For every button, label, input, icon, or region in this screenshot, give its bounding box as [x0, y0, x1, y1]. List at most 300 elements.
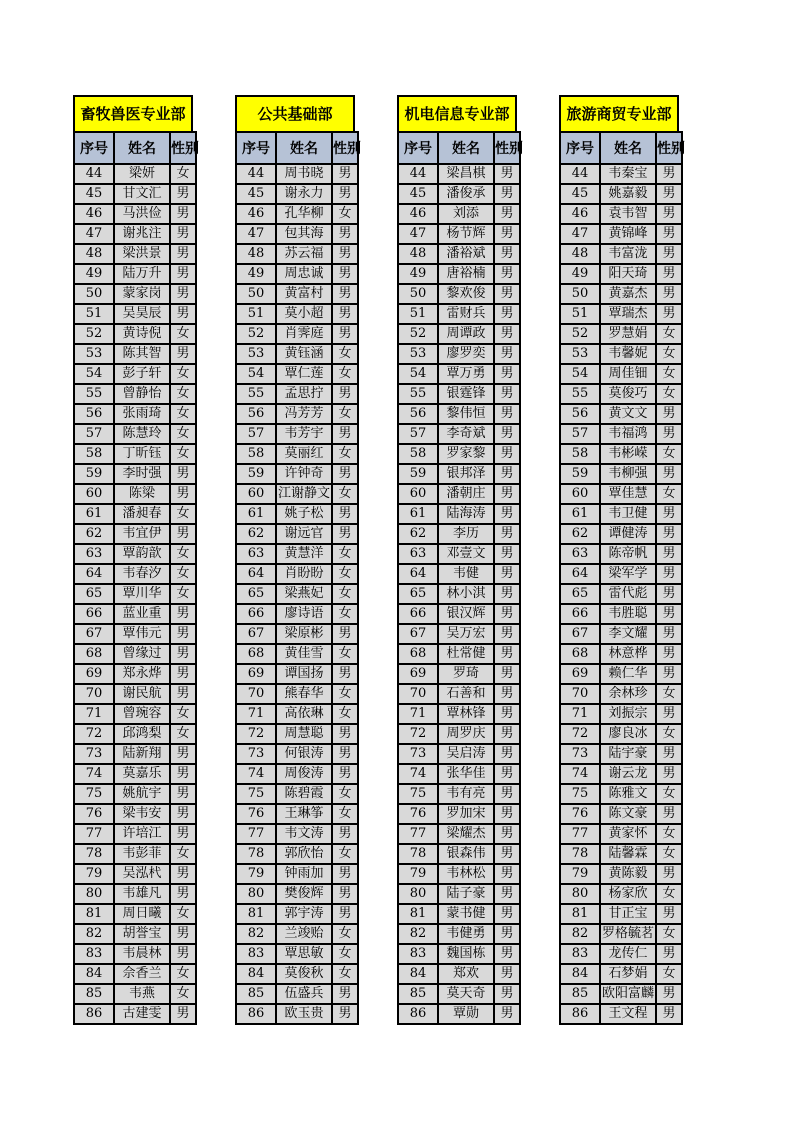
cell-name: 兰竣贻 [276, 924, 332, 944]
department-table [73, 95, 199, 1025]
table-row [236, 864, 358, 884]
cell-name: 韦富泷 [600, 244, 656, 264]
cell-number: 85 [74, 984, 114, 1004]
cell-number: 84 [74, 964, 114, 984]
cell-number: 53 [236, 344, 276, 364]
cell-gender: 男 [332, 744, 358, 764]
cell-number: 86 [398, 1004, 438, 1024]
table-row [236, 1004, 358, 1024]
cell-gender: 男 [332, 824, 358, 844]
cell-number: 46 [398, 204, 438, 224]
cell-number: 73 [398, 744, 438, 764]
cell-number: 48 [74, 244, 114, 264]
cell-name: 覃思敏 [276, 944, 332, 964]
cell-name: 郑欢 [438, 964, 494, 984]
cell-gender: 女 [656, 884, 682, 904]
cell-number: 51 [560, 304, 600, 324]
table-row [398, 904, 520, 924]
cell-name: 石梦娟 [600, 964, 656, 984]
cell-name: 王文程 [600, 1004, 656, 1024]
cell-number: 70 [560, 684, 600, 704]
cell-gender: 男 [494, 864, 520, 884]
table-row [398, 664, 520, 684]
cell-gender: 男 [656, 544, 682, 564]
cell-name: 韦福鸿 [600, 424, 656, 444]
cell-number: 70 [236, 684, 276, 704]
cell-name: 刘添 [438, 204, 494, 224]
cell-gender: 男 [494, 924, 520, 944]
cell-gender: 男 [656, 284, 682, 304]
table-row [398, 544, 520, 564]
cell-name: 姚子松 [276, 504, 332, 524]
cell-gender: 男 [494, 784, 520, 804]
table-row [236, 264, 358, 284]
cell-name: 孟思拧 [276, 384, 332, 404]
table-row [560, 304, 682, 324]
cell-name: 黄锦峰 [600, 224, 656, 244]
cell-name: 曾琬容 [114, 704, 170, 724]
cell-number: 55 [560, 384, 600, 404]
roster-body [74, 164, 196, 1024]
cell-gender: 男 [332, 464, 358, 484]
table-row [560, 184, 682, 204]
cell-gender: 男 [656, 244, 682, 264]
cell-gender: 男 [656, 304, 682, 324]
table-row [560, 404, 682, 424]
cell-number: 51 [74, 304, 114, 324]
cell-name: 欧玉贵 [276, 1004, 332, 1024]
table-row [74, 904, 196, 924]
cell-gender: 女 [656, 844, 682, 864]
cell-gender: 女 [656, 964, 682, 984]
cell-gender: 女 [332, 804, 358, 824]
column-header-name: 姓名 [114, 132, 170, 164]
cell-number: 73 [74, 744, 114, 764]
cell-name: 周佳钿 [600, 364, 656, 384]
cell-gender: 男 [170, 924, 196, 944]
cell-gender: 男 [494, 364, 520, 384]
cell-number: 81 [398, 904, 438, 924]
cell-gender: 男 [332, 524, 358, 544]
cell-gender: 男 [656, 764, 682, 784]
cell-name: 苏云福 [276, 244, 332, 264]
department-table [235, 95, 361, 1025]
cell-name: 覃勋 [438, 1004, 494, 1024]
table-row [74, 184, 196, 204]
cell-number: 85 [236, 984, 276, 1004]
cell-gender: 男 [494, 204, 520, 224]
cell-gender: 男 [170, 224, 196, 244]
cell-number: 49 [398, 264, 438, 284]
cell-name: 郭欣怡 [276, 844, 332, 864]
cell-number: 69 [560, 664, 600, 684]
cell-name: 周日曦 [114, 904, 170, 924]
cell-gender: 男 [170, 484, 196, 504]
cell-name: 黄陈毅 [600, 864, 656, 884]
table-row [560, 1004, 682, 1024]
cell-gender: 男 [170, 624, 196, 644]
cell-gender: 女 [170, 904, 196, 924]
cell-number: 44 [74, 164, 114, 184]
cell-gender: 男 [494, 584, 520, 604]
cell-name: 伍盛兵 [276, 984, 332, 1004]
table-row [398, 764, 520, 784]
cell-number: 72 [74, 724, 114, 744]
cell-number: 67 [560, 624, 600, 644]
cell-number: 79 [560, 864, 600, 884]
table-row [74, 884, 196, 904]
cell-gender: 男 [332, 904, 358, 924]
department-title: 机电信息专业部 [397, 95, 517, 133]
cell-name: 陆宇豪 [600, 744, 656, 764]
table-row [398, 564, 520, 584]
cell-name: 覃瑞杰 [600, 304, 656, 324]
table-row [74, 724, 196, 744]
table-row [560, 824, 682, 844]
cell-gender: 男 [170, 184, 196, 204]
cell-name: 石善和 [438, 684, 494, 704]
table-row [560, 804, 682, 824]
cell-number: 64 [236, 564, 276, 584]
department-title: 旅游商贸专业部 [559, 95, 679, 133]
table-row [236, 364, 358, 384]
cell-name: 吴启涛 [438, 744, 494, 764]
roster-table [559, 131, 683, 1025]
cell-gender: 男 [332, 724, 358, 744]
cell-gender: 男 [656, 704, 682, 724]
cell-number: 80 [560, 884, 600, 904]
cell-name: 高依琳 [276, 704, 332, 724]
cell-name: 张雨琦 [114, 404, 170, 424]
cell-gender: 男 [494, 624, 520, 644]
cell-number: 52 [236, 324, 276, 344]
cell-number: 46 [560, 204, 600, 224]
cell-name: 吴万宏 [438, 624, 494, 644]
table-row [560, 164, 682, 184]
cell-gender: 男 [656, 204, 682, 224]
cell-name: 何银涛 [276, 744, 332, 764]
table-row [236, 784, 358, 804]
cell-number: 60 [236, 484, 276, 504]
cell-gender: 女 [170, 844, 196, 864]
column-header-name: 姓名 [276, 132, 332, 164]
cell-gender: 女 [656, 444, 682, 464]
cell-name: 莫天奇 [438, 984, 494, 1004]
cell-name: 廖罗奕 [438, 344, 494, 364]
cell-number: 54 [560, 364, 600, 384]
table-row [398, 644, 520, 664]
cell-number: 72 [236, 724, 276, 744]
cell-name: 黄文文 [600, 404, 656, 424]
cell-gender: 男 [494, 344, 520, 364]
cell-number: 74 [398, 764, 438, 784]
cell-number: 78 [236, 844, 276, 864]
table-row [236, 324, 358, 344]
cell-name: 韦雄凡 [114, 884, 170, 904]
cell-number: 55 [398, 384, 438, 404]
cell-gender: 女 [332, 444, 358, 464]
cell-number: 77 [236, 824, 276, 844]
cell-name: 雷代彪 [600, 584, 656, 604]
cell-gender: 男 [494, 324, 520, 344]
cell-name: 韦健 [438, 564, 494, 584]
cell-name: 陆新翔 [114, 744, 170, 764]
cell-number: 57 [74, 424, 114, 444]
cell-gender: 男 [332, 244, 358, 264]
table-row [560, 784, 682, 804]
cell-name: 韦馨妮 [600, 344, 656, 364]
cell-number: 76 [74, 804, 114, 824]
cell-gender: 男 [332, 884, 358, 904]
cell-gender: 男 [494, 464, 520, 484]
cell-number: 49 [560, 264, 600, 284]
table-row [74, 384, 196, 404]
table-row [74, 784, 196, 804]
header-row [74, 132, 196, 164]
cell-gender: 女 [332, 404, 358, 424]
cell-gender: 女 [332, 924, 358, 944]
cell-number: 70 [398, 684, 438, 704]
table-row [398, 704, 520, 724]
table-row [560, 724, 682, 744]
cell-name: 莫俊秋 [276, 964, 332, 984]
cell-number: 77 [398, 824, 438, 844]
table-row [236, 384, 358, 404]
cell-name: 罗格毓茗 [600, 924, 656, 944]
cell-gender: 男 [656, 1004, 682, 1024]
cell-name: 银汉辉 [438, 604, 494, 624]
column-header-gender: 性别 [494, 132, 520, 164]
cell-name: 黄富村 [276, 284, 332, 304]
table-row [560, 344, 682, 364]
cell-name: 韦彬嵘 [600, 444, 656, 464]
cell-gender: 男 [170, 1004, 196, 1024]
table-row [74, 804, 196, 824]
cell-number: 75 [560, 784, 600, 804]
cell-gender: 男 [170, 804, 196, 824]
cell-gender: 男 [332, 384, 358, 404]
cell-gender: 男 [494, 244, 520, 264]
cell-name: 许培江 [114, 824, 170, 844]
table-row [74, 504, 196, 524]
cell-gender: 男 [494, 764, 520, 784]
cell-number: 63 [74, 544, 114, 564]
cell-name: 陆海涛 [438, 504, 494, 524]
table-row [560, 224, 682, 244]
cell-gender: 男 [494, 404, 520, 424]
cell-number: 46 [74, 204, 114, 224]
cell-number: 45 [236, 184, 276, 204]
table-row [398, 784, 520, 804]
table-row [560, 444, 682, 464]
cell-gender: 男 [170, 824, 196, 844]
cell-number: 63 [398, 544, 438, 564]
cell-gender: 女 [332, 484, 358, 504]
cell-number: 76 [560, 804, 600, 824]
cell-gender: 男 [656, 564, 682, 584]
cell-gender: 女 [656, 724, 682, 744]
table-row [398, 724, 520, 744]
cell-gender: 男 [170, 664, 196, 684]
cell-number: 82 [560, 924, 600, 944]
cell-name: 陈梁 [114, 484, 170, 504]
cell-number: 71 [74, 704, 114, 724]
cell-number: 78 [398, 844, 438, 864]
table-row [560, 564, 682, 584]
cell-number: 86 [236, 1004, 276, 1024]
cell-gender: 男 [170, 864, 196, 884]
cell-number: 64 [560, 564, 600, 584]
cell-number: 57 [398, 424, 438, 444]
cell-name: 覃万勇 [438, 364, 494, 384]
cell-gender: 男 [494, 564, 520, 584]
cell-number: 53 [398, 344, 438, 364]
roster-table [235, 131, 359, 1025]
cell-name: 王琳筝 [276, 804, 332, 824]
cell-name: 丁昕钰 [114, 444, 170, 464]
table-row [398, 244, 520, 264]
table-row [236, 164, 358, 184]
cell-gender: 男 [332, 504, 358, 524]
table-row [236, 304, 358, 324]
column-header-gender: 性别 [170, 132, 196, 164]
cell-name: 钟雨加 [276, 864, 332, 884]
cell-gender: 男 [494, 184, 520, 204]
cell-number: 65 [236, 584, 276, 604]
table-row [236, 504, 358, 524]
cell-gender: 男 [494, 824, 520, 844]
cell-number: 83 [74, 944, 114, 964]
cell-number: 65 [74, 584, 114, 604]
table-row [398, 964, 520, 984]
table-row [236, 524, 358, 544]
cell-gender: 男 [170, 744, 196, 764]
cell-gender: 男 [170, 244, 196, 264]
cell-gender: 女 [170, 324, 196, 344]
cell-gender: 男 [494, 844, 520, 864]
cell-name: 莫嘉乐 [114, 764, 170, 784]
cell-number: 65 [560, 584, 600, 604]
table-row [560, 624, 682, 644]
cell-gender: 女 [170, 564, 196, 584]
cell-name: 甘文汇 [114, 184, 170, 204]
cell-gender: 男 [656, 504, 682, 524]
table-row [560, 864, 682, 884]
table-row [236, 184, 358, 204]
cell-number: 50 [560, 284, 600, 304]
table-row [398, 864, 520, 884]
table-row [398, 164, 520, 184]
cell-number: 67 [398, 624, 438, 644]
cell-name: 黄钰涵 [276, 344, 332, 364]
cell-name: 廖诗语 [276, 604, 332, 624]
cell-number: 81 [74, 904, 114, 924]
department-title: 公共基础部 [235, 95, 355, 133]
cell-gender: 女 [332, 364, 358, 384]
cell-name: 陆万升 [114, 264, 170, 284]
cell-number: 74 [236, 764, 276, 784]
cell-gender: 女 [170, 444, 196, 464]
table-row [74, 424, 196, 444]
cell-gender: 男 [332, 164, 358, 184]
cell-name: 黄诗倪 [114, 324, 170, 344]
cell-name: 罗家黎 [438, 444, 494, 464]
cell-name: 雷财兵 [438, 304, 494, 324]
cell-number: 50 [398, 284, 438, 304]
cell-name: 冯芳芳 [276, 404, 332, 424]
cell-number: 61 [74, 504, 114, 524]
cell-gender: 男 [656, 624, 682, 644]
cell-name: 韦晨林 [114, 944, 170, 964]
table-row [236, 564, 358, 584]
cell-gender: 女 [656, 344, 682, 364]
cell-name: 赖仁华 [600, 664, 656, 684]
cell-number: 52 [398, 324, 438, 344]
cell-name: 潘裕斌 [438, 244, 494, 264]
cell-number: 68 [236, 644, 276, 664]
table-row [560, 284, 682, 304]
cell-number: 86 [560, 1004, 600, 1024]
cell-number: 70 [74, 684, 114, 704]
table-row [560, 364, 682, 384]
cell-number: 52 [560, 324, 600, 344]
cell-name: 韦芳宇 [276, 424, 332, 444]
table-row [74, 644, 196, 664]
cell-gender: 女 [332, 704, 358, 724]
table-row [236, 804, 358, 824]
table-row [74, 244, 196, 264]
table-row [398, 504, 520, 524]
cell-name: 覃仁莲 [276, 364, 332, 384]
table-row [74, 744, 196, 764]
cell-number: 58 [74, 444, 114, 464]
cell-number: 62 [560, 524, 600, 544]
cell-number: 83 [560, 944, 600, 964]
cell-name: 刘振宗 [600, 704, 656, 724]
cell-name: 蒙书健 [438, 904, 494, 924]
cell-number: 44 [236, 164, 276, 184]
cell-number: 59 [560, 464, 600, 484]
cell-name: 黄家怀 [600, 824, 656, 844]
cell-number: 68 [560, 644, 600, 664]
cell-number: 56 [560, 404, 600, 424]
cell-gender: 男 [494, 484, 520, 504]
cell-gender: 男 [332, 304, 358, 324]
cell-name: 陈其智 [114, 344, 170, 364]
table-row [398, 884, 520, 904]
cell-name: 覃伟元 [114, 624, 170, 644]
cell-name: 李历 [438, 524, 494, 544]
cell-gender: 男 [656, 424, 682, 444]
department-table [559, 95, 685, 1025]
cell-number: 63 [560, 544, 600, 564]
cell-number: 46 [236, 204, 276, 224]
table-row [236, 224, 358, 244]
cell-number: 63 [236, 544, 276, 564]
cell-number: 60 [398, 484, 438, 504]
table-row [236, 464, 358, 484]
cell-name: 罗慧娟 [600, 324, 656, 344]
table-row [398, 944, 520, 964]
cell-number: 71 [236, 704, 276, 724]
table-row [74, 964, 196, 984]
table-row [74, 944, 196, 964]
cell-name: 龙传仁 [600, 944, 656, 964]
cell-number: 58 [398, 444, 438, 464]
cell-gender: 男 [656, 864, 682, 884]
cell-name: 梁昌棋 [438, 164, 494, 184]
table-row [398, 804, 520, 824]
